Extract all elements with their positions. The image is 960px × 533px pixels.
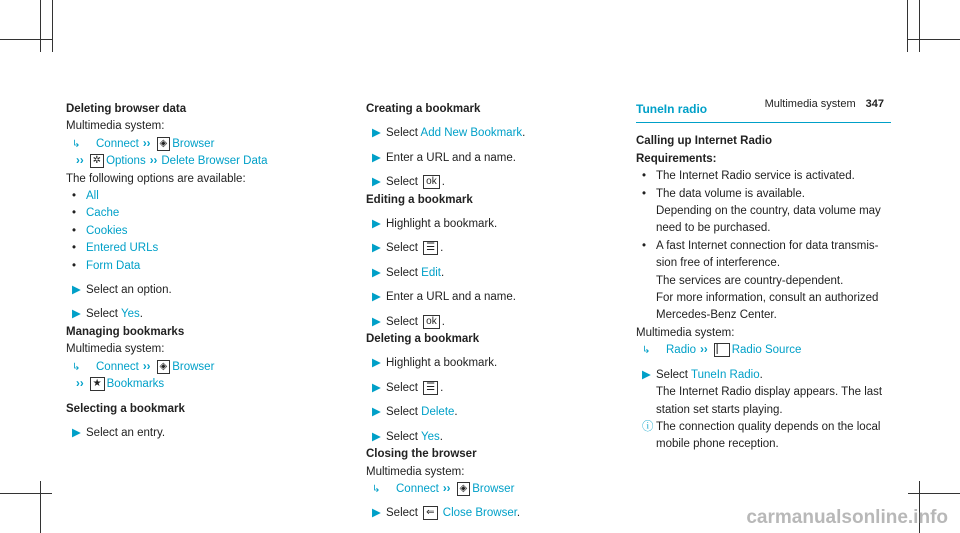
options-intro: The following options are available: xyxy=(66,172,246,185)
triangle-right-icon: ▶ xyxy=(372,357,381,370)
delete-link[interactable]: Delete xyxy=(421,406,455,419)
heading-delete-data: Deleting browser data xyxy=(66,103,187,115)
triangle-right-icon: ▶ xyxy=(372,315,381,328)
path-row xyxy=(66,359,336,376)
triangle-right-icon: ▶ xyxy=(372,406,381,419)
list-item xyxy=(66,240,336,257)
note: ⓘ The connection quality depends on the local xyxy=(636,419,896,436)
gear-icon: ✲ xyxy=(90,154,104,168)
path-connect[interactable]: Connect xyxy=(96,137,139,150)
triangle-right-icon: ▶ xyxy=(372,151,381,164)
star-icon: ★ xyxy=(90,377,105,391)
path-options[interactable]: Options xyxy=(106,155,146,168)
multimedia-system-label: Multimedia system: xyxy=(66,120,165,133)
path-browser[interactable]: Browser xyxy=(172,360,215,373)
triangle-right-icon: ▶ xyxy=(372,507,381,520)
browser-icon: ◈ xyxy=(157,360,171,374)
ok-icon[interactable]: ok xyxy=(423,315,440,329)
crop-mark xyxy=(908,39,960,40)
double-chevron-icon: ›› xyxy=(142,360,151,373)
heading-requirements: Requirements: xyxy=(636,152,717,165)
bullet: • xyxy=(642,239,647,252)
section-title: TuneIn radio xyxy=(636,102,708,116)
tunein-radio-link[interactable]: TuneIn Radio xyxy=(690,368,760,381)
list-item xyxy=(66,223,336,240)
crop-mark xyxy=(0,39,52,40)
triangle-right-icon: ▶ xyxy=(372,291,381,304)
double-chevron-icon: ›› xyxy=(149,155,158,168)
step: ▶ Enter a URL and a name. xyxy=(366,289,616,306)
crop-mark xyxy=(919,0,920,52)
path-connect[interactable]: Connect xyxy=(396,482,439,495)
back-icon[interactable]: ⇐ xyxy=(423,506,437,520)
double-chevron-icon: ›› xyxy=(442,482,451,495)
step: ▶ Select Yes. xyxy=(66,306,336,323)
bullet: • xyxy=(72,207,77,220)
path-radio[interactable]: Radio xyxy=(666,344,697,357)
triangle-right-icon: ▶ xyxy=(372,127,381,140)
double-chevron-icon: ›› xyxy=(76,155,84,168)
option-cookies[interactable]: Cookies xyxy=(86,224,128,237)
heading-create-bookmark: Creating a bookmark xyxy=(366,103,481,115)
info-icon: ⓘ xyxy=(642,420,654,433)
step: ▶ Select ⇐ Close Browser. xyxy=(366,505,616,522)
list-item: • The data volume is available. xyxy=(636,186,896,203)
path-row xyxy=(66,376,336,393)
page-number: 347 xyxy=(865,98,884,110)
watermark: carmanualsonline.info xyxy=(746,507,948,528)
heading-close-browser: Closing the browser xyxy=(366,448,477,461)
bullet: • xyxy=(72,190,77,203)
heading-edit-bookmark: Editing a bookmark xyxy=(366,193,473,206)
crop-mark xyxy=(40,481,41,533)
path-row xyxy=(66,136,336,153)
path-bookmarks[interactable]: Bookmarks xyxy=(106,378,165,391)
ok-icon[interactable]: ok xyxy=(423,175,440,189)
step: ▶ Select Add New Bookmark. xyxy=(366,125,616,142)
step: ▶ Highlight a bookmark. xyxy=(366,216,616,233)
list-item: • A fast Internet connection for data transmis- xyxy=(636,238,896,255)
path-row xyxy=(66,153,336,170)
browser-icon: ◈ xyxy=(157,137,171,151)
step: ▶ Select Yes. xyxy=(366,429,616,446)
crop-mark xyxy=(907,0,908,52)
heading-delete-bookmark: Deleting a bookmark xyxy=(366,333,480,346)
action-arrow-icon: ↳ xyxy=(72,361,81,373)
column-2 xyxy=(366,101,616,523)
step: ▶ Select ok . xyxy=(366,314,616,331)
heading-call-internet-radio: Calling up Internet Radio xyxy=(636,135,773,148)
step: ▶ Select ☰ . xyxy=(366,240,616,257)
option-form-data[interactable]: Form Data xyxy=(86,259,141,272)
crop-mark xyxy=(40,0,41,52)
column-3: TuneIn radio Calling up Internet Radio Requirements: • The Internet Radio service is activated. • The data volume is available. Depending on the country, data volume may need to be purchased. • A fast Internet connection for data transmis- sion free of interference. The services are country-dependent. For more information, consult an authorized Mercedes-Benz Center. Multimedia system: ↳ Radio ›› ⎸ Radio Source ▶ Select TuneIn Radio. The Internet Radio display appears. The last station set starts playing. ⓘ The connection quality depends on the local mobile phone reception. xyxy=(636,101,896,454)
bullet: • xyxy=(72,259,77,272)
triangle-right-icon: ▶ xyxy=(72,426,81,439)
step: ▶ Select an entry. xyxy=(66,425,336,442)
option-entered-urls[interactable]: Entered URLs xyxy=(86,242,159,255)
bullet: • xyxy=(642,170,647,183)
yes-link[interactable]: Yes xyxy=(420,430,440,443)
triangle-right-icon: ▶ xyxy=(372,242,381,255)
browser-icon: ◈ xyxy=(457,482,471,496)
column-1 xyxy=(66,101,336,442)
triangle-right-icon: ▶ xyxy=(72,284,81,297)
heading-select-bookmark: Selecting a bookmark xyxy=(66,402,185,415)
step: ▶ Select TuneIn Radio. xyxy=(636,367,896,384)
bullet: • xyxy=(642,187,647,200)
menu-icon[interactable]: ☰ xyxy=(423,381,438,395)
path-connect[interactable]: Connect xyxy=(96,360,139,373)
path-row xyxy=(636,342,896,359)
step: ▶ Select Edit. xyxy=(366,265,616,282)
list-item xyxy=(66,258,336,275)
section-rule xyxy=(636,122,891,123)
yes-link[interactable]: Yes xyxy=(120,308,140,321)
step: ▶ Enter a URL and a name. xyxy=(366,150,616,167)
multimedia-system-label: Multimedia system: xyxy=(636,326,735,339)
option-cache[interactable]: Cache xyxy=(86,207,120,220)
close-browser-link[interactable]: Close Browser xyxy=(442,507,517,520)
edit-link[interactable]: Edit xyxy=(421,266,441,279)
step: ▶ Highlight a bookmark. xyxy=(366,355,616,372)
triangle-right-icon: ▶ xyxy=(372,266,381,279)
multimedia-system-label: Multimedia system: xyxy=(366,465,465,478)
triangle-right-icon: ▶ xyxy=(372,218,381,231)
list-item xyxy=(66,205,336,222)
path-browser[interactable]: Browser xyxy=(172,137,215,150)
step: ▶ Select an option. xyxy=(66,282,336,299)
triangle-right-icon: ▶ xyxy=(72,308,81,321)
header-title: Multimedia system xyxy=(764,98,856,110)
double-chevron-icon: ›› xyxy=(700,344,708,357)
crop-mark xyxy=(0,493,52,494)
list-item xyxy=(66,188,336,205)
bullet: • xyxy=(72,224,77,237)
action-arrow-icon: ↳ xyxy=(642,345,651,357)
step: ▶ Select ok . xyxy=(366,174,616,191)
triangle-right-icon: ▶ xyxy=(372,381,381,394)
double-chevron-icon: ›› xyxy=(76,378,84,391)
heading-manage-bookmarks: Managing bookmarks xyxy=(66,325,185,338)
step: ▶ Select ☰ . xyxy=(366,380,616,397)
path-row xyxy=(366,481,616,498)
menu-icon[interactable]: ☰ xyxy=(423,241,438,255)
antenna-icon: ⎸ xyxy=(714,343,730,357)
triangle-right-icon: ▶ xyxy=(372,176,381,189)
path-radio-source[interactable]: Radio Source xyxy=(731,344,802,357)
list-item: • The Internet Radio service is activated. xyxy=(636,168,896,185)
path-delete-browser-data[interactable]: Delete Browser Data xyxy=(161,155,268,168)
action-arrow-icon: ↳ xyxy=(72,138,81,150)
bullet: • xyxy=(72,242,77,255)
step: ▶ Select Delete. xyxy=(366,404,616,421)
triangle-right-icon: ▶ xyxy=(642,368,651,381)
double-chevron-icon: ›› xyxy=(142,137,151,150)
multimedia-system-label: Multimedia system: xyxy=(66,343,165,356)
crop-mark xyxy=(908,493,960,494)
triangle-right-icon: ▶ xyxy=(372,430,381,443)
crop-mark xyxy=(52,0,53,52)
add-new-bookmark-link[interactable]: Add New Bookmark xyxy=(420,127,523,140)
path-browser[interactable]: Browser xyxy=(472,482,515,495)
action-arrow-icon: ↳ xyxy=(372,483,381,495)
option-all[interactable]: All xyxy=(86,190,99,203)
